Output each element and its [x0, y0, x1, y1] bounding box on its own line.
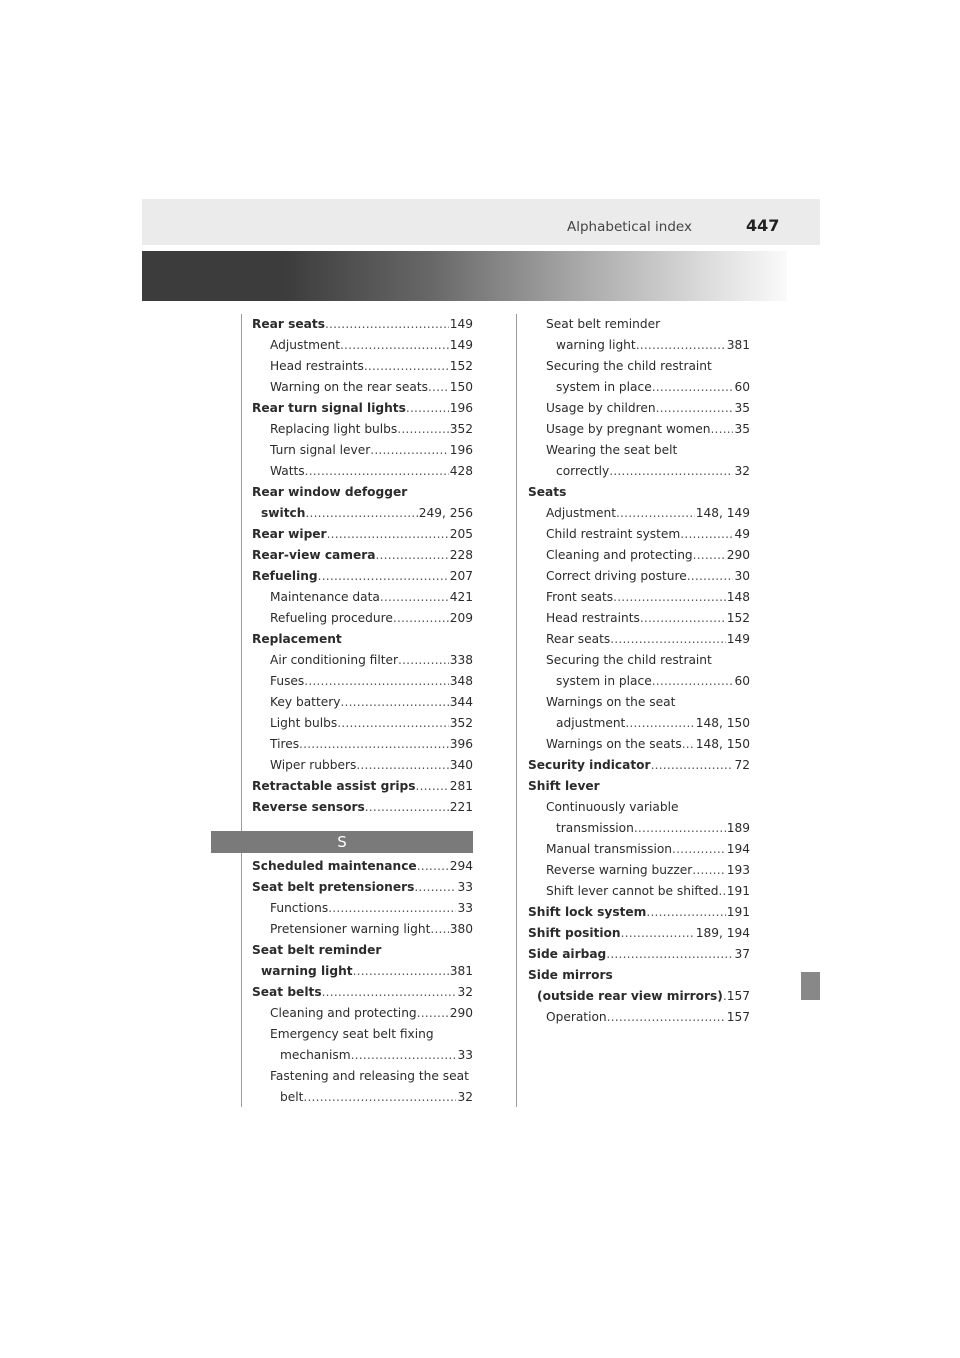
index-term: Maintenance data — [270, 590, 380, 604]
index-column-left-top — [252, 314, 473, 818]
index-term: correctly — [556, 464, 610, 478]
page-reference: 189 — [726, 821, 750, 835]
index-term: Scheduled maintenance — [252, 859, 417, 873]
page-reference: 33 — [457, 901, 473, 915]
page-reference: 149 — [449, 317, 473, 331]
index-term: Key battery — [270, 695, 341, 709]
index-term: Head restraints — [270, 359, 364, 373]
dot-leader — [406, 398, 449, 419]
index-term: Cleaning and protecting — [546, 548, 693, 562]
index-term: Shift lock system — [528, 905, 647, 919]
index-term: mechanism — [280, 1048, 351, 1062]
index-term: Adjustment — [270, 338, 340, 352]
index-entry — [252, 856, 473, 877]
index-entry — [252, 335, 473, 356]
index-term: Warnings on the seat — [546, 695, 676, 709]
index-entry — [252, 377, 473, 398]
dot-leader — [613, 587, 726, 608]
page-reference: 381 — [449, 964, 473, 978]
index-term: Side airbag — [528, 947, 607, 961]
section-letter-heading: S — [211, 831, 473, 853]
index-term: Seat belt reminder — [546, 317, 661, 331]
index-entry — [528, 860, 750, 881]
index-entry — [252, 919, 473, 940]
dot-leader — [609, 461, 733, 482]
dot-leader — [652, 377, 734, 398]
page-reference: 148, 149 — [695, 506, 750, 520]
index-column-left-bottom — [252, 856, 473, 1108]
index-entry — [252, 629, 473, 650]
index-term: Replacement — [252, 632, 342, 646]
index-term: Adjustment — [546, 506, 616, 520]
dot-leader — [393, 608, 449, 629]
page-reference: 428 — [449, 464, 473, 478]
dot-leader — [607, 1007, 726, 1028]
dot-leader — [340, 692, 448, 713]
dot-leader — [417, 1003, 449, 1024]
index-entry — [528, 818, 750, 839]
dot-leader — [610, 629, 726, 650]
page-reference: 249, 256 — [418, 506, 473, 520]
index-term: Rear-view camera — [252, 548, 376, 562]
index-entry — [528, 923, 750, 944]
index-entry — [252, 961, 473, 982]
index-entry — [528, 398, 750, 419]
page-reference: 148, 150 — [695, 716, 750, 730]
page-number: 447 — [746, 216, 780, 235]
index-term: Wiper rubbers — [270, 758, 357, 772]
dot-leader — [606, 944, 733, 965]
index-entry — [252, 608, 473, 629]
index-term: Pretensioner warning light — [270, 922, 431, 936]
index-term: Seat belt reminder — [252, 943, 382, 957]
left-column-rule-lower — [241, 853, 242, 1107]
page-reference: 32 — [457, 1090, 473, 1104]
page-reference: 152 — [449, 359, 473, 373]
index-entry — [252, 503, 473, 524]
page-reference: 290 — [726, 548, 750, 562]
page-header — [142, 199, 820, 245]
index-entry — [528, 440, 750, 461]
index-term: system in place — [556, 380, 652, 394]
index-entry — [528, 524, 750, 545]
index-entry — [528, 776, 750, 797]
dot-leader — [364, 356, 449, 377]
dot-leader — [327, 524, 449, 545]
index-entry — [528, 356, 750, 377]
index-entry — [252, 461, 473, 482]
index-term: Front seats — [546, 590, 614, 604]
index-entry — [252, 587, 473, 608]
dot-leader — [305, 503, 417, 524]
dot-leader — [634, 818, 726, 839]
index-entry — [252, 1066, 473, 1087]
index-entry — [252, 524, 473, 545]
dot-leader — [370, 440, 448, 461]
index-entry — [252, 545, 473, 566]
index-term: Refueling procedure — [270, 611, 393, 625]
page-reference: 148 — [726, 590, 750, 604]
dot-leader — [305, 461, 449, 482]
dot-leader — [380, 587, 449, 608]
dot-leader — [621, 923, 695, 944]
index-entry — [528, 566, 750, 587]
page-reference: 294 — [449, 859, 473, 873]
index-term: Retractable assist grips — [252, 779, 416, 793]
index-entry — [528, 944, 750, 965]
dot-leader — [710, 419, 733, 440]
index-term: Shift position — [528, 926, 621, 940]
dot-leader — [398, 650, 449, 671]
index-term: Shift lever — [528, 779, 600, 793]
page-reference: 381 — [726, 338, 750, 352]
index-entry — [252, 1024, 473, 1045]
dot-leader — [693, 545, 726, 566]
page-reference: 344 — [449, 695, 473, 709]
page-reference: 207 — [449, 569, 473, 583]
page-reference: 152 — [726, 611, 750, 625]
index-term: Securing the child restraint — [546, 653, 712, 667]
header-band — [142, 251, 787, 301]
index-entry — [252, 1045, 473, 1066]
index-entry — [252, 398, 473, 419]
dot-leader — [414, 877, 456, 898]
index-term: Seats — [528, 485, 567, 499]
index-entry — [252, 713, 473, 734]
index-term: Rear wiper — [252, 527, 327, 541]
page-reference: 196 — [449, 401, 473, 415]
page-reference: 348 — [449, 674, 473, 688]
dot-leader — [672, 839, 726, 860]
index-term: Usage by pregnant women — [546, 422, 711, 436]
index-term: Head restraints — [546, 611, 640, 625]
dot-leader — [616, 503, 695, 524]
index-entry — [252, 692, 473, 713]
dot-leader — [299, 734, 449, 755]
index-term: adjustment — [556, 716, 626, 730]
page-reference: 228 — [449, 548, 473, 562]
index-column-right — [528, 314, 750, 1028]
dot-leader — [651, 755, 734, 776]
index-entry — [252, 566, 473, 587]
index-term: Securing the child restraint — [546, 359, 712, 373]
page-reference: 60 — [734, 380, 750, 394]
index-term: belt — [280, 1090, 304, 1104]
index-entry — [528, 965, 750, 986]
page-reference: 352 — [449, 716, 473, 730]
header-title: Alphabetical index — [567, 219, 692, 235]
page-reference: 191 — [726, 884, 750, 898]
page-reference: 30 — [734, 569, 750, 583]
index-term: Seat belts — [252, 985, 322, 999]
index-term: switch — [261, 506, 306, 520]
dot-leader — [340, 335, 449, 356]
index-entry — [252, 877, 473, 898]
index-term: Rear window defogger — [252, 485, 408, 499]
page-reference: 35 — [734, 422, 750, 436]
index-term: Rear seats — [546, 632, 611, 646]
dot-leader — [652, 671, 734, 692]
dot-leader — [640, 608, 726, 629]
index-term: Reverse sensors — [252, 800, 365, 814]
dot-leader — [353, 961, 449, 982]
index-term: Correct driving posture — [546, 569, 687, 583]
index-entry — [528, 461, 750, 482]
index-term: Warnings on the seats — [546, 737, 682, 751]
index-term: Cleaning and protecting — [270, 1006, 417, 1020]
index-entry — [528, 1007, 750, 1028]
page-reference: 157 — [726, 1010, 750, 1024]
index-entry — [528, 587, 750, 608]
index-entry — [252, 419, 473, 440]
index-entry — [252, 776, 473, 797]
page-reference: 149 — [449, 338, 473, 352]
index-entry — [252, 356, 473, 377]
page-reference: 221 — [449, 800, 473, 814]
index-entry — [528, 734, 750, 755]
dot-leader — [428, 377, 449, 398]
index-term: Rear turn signal lights — [252, 401, 406, 415]
dot-leader — [625, 713, 694, 734]
index-entry — [528, 839, 750, 860]
index-entry — [252, 314, 473, 335]
index-entry — [252, 1087, 473, 1108]
dot-leader — [718, 881, 725, 902]
index-entry — [528, 629, 750, 650]
index-term: Light bulbs — [270, 716, 338, 730]
index-term: Warning on the rear seats — [270, 380, 428, 394]
dot-leader — [417, 856, 449, 877]
index-term: Manual transmission — [546, 842, 673, 856]
dot-leader — [375, 545, 448, 566]
index-entry — [252, 440, 473, 461]
page-reference: 33 — [457, 1048, 473, 1062]
page-reference: 380 — [449, 922, 473, 936]
dot-leader — [322, 982, 457, 1003]
index-term: Functions — [270, 901, 329, 915]
dot-leader — [328, 898, 456, 919]
page-reference: 205 — [449, 527, 473, 541]
index-term: Operation — [546, 1010, 607, 1024]
index-term: Side mirrors — [528, 968, 613, 982]
index-entry — [528, 986, 750, 1007]
page-reference: 37 — [734, 947, 750, 961]
index-term: Tires — [270, 737, 300, 751]
dot-leader — [656, 398, 734, 419]
index-entry — [252, 898, 473, 919]
index-term: (outside rear view mirrors) — [537, 989, 723, 1003]
page-reference: 191 — [726, 905, 750, 919]
index-entry — [252, 797, 473, 818]
page-reference: 150 — [449, 380, 473, 394]
index-term: Watts — [270, 464, 305, 478]
index-entry — [528, 902, 750, 923]
index-entry — [528, 713, 750, 734]
index-entry — [528, 608, 750, 629]
index-entry — [528, 797, 750, 818]
dot-leader — [397, 419, 448, 440]
index-entry — [528, 755, 750, 776]
page-reference: 148, 150 — [695, 737, 750, 751]
page-reference: 32 — [734, 464, 750, 478]
dot-leader — [356, 755, 448, 776]
index-entry — [528, 545, 750, 566]
dot-leader — [365, 797, 449, 818]
page-reference: 352 — [449, 422, 473, 436]
index-term: system in place — [556, 674, 652, 688]
dot-leader — [303, 1087, 456, 1108]
dot-leader — [351, 1045, 457, 1066]
dot-leader — [430, 919, 448, 940]
index-entry — [528, 482, 750, 503]
index-term: Continuously variable — [546, 800, 679, 814]
index-entry — [252, 1003, 473, 1024]
dot-leader — [687, 566, 734, 587]
index-entry — [528, 671, 750, 692]
dot-leader — [416, 776, 449, 797]
index-term: Reverse warning buzzer — [546, 863, 693, 877]
index-entry — [252, 650, 473, 671]
index-term: Fuses — [270, 674, 305, 688]
index-entry — [252, 671, 473, 692]
dot-leader — [692, 860, 725, 881]
index-term: Emergency seat belt fixing — [270, 1027, 434, 1041]
page-reference: 281 — [449, 779, 473, 793]
index-term: Rear seats — [252, 317, 325, 331]
index-entry — [528, 881, 750, 902]
index-entry — [528, 692, 750, 713]
index-term: transmission — [556, 821, 634, 835]
page-reference: 33 — [457, 880, 473, 894]
center-rule — [516, 314, 517, 1107]
index-entry — [528, 503, 750, 524]
thumb-tab — [801, 972, 820, 1000]
index-entry — [528, 650, 750, 671]
index-term: Seat belt pretensioners — [252, 880, 415, 894]
page-reference: 421 — [449, 590, 473, 604]
page-reference: 32 — [457, 985, 473, 999]
page-reference: 157 — [726, 989, 750, 1003]
dot-leader — [636, 335, 726, 356]
dot-leader — [325, 314, 449, 335]
index-entry — [528, 377, 750, 398]
index-term: warning light — [261, 964, 353, 978]
index-entry — [528, 335, 750, 356]
index-term: Air conditioning filter — [270, 653, 399, 667]
page-reference: 209 — [449, 611, 473, 625]
index-term: Wearing the seat belt — [546, 443, 678, 457]
index-entry — [252, 482, 473, 503]
index-entry — [528, 419, 750, 440]
index-term: Turn signal lever — [270, 443, 371, 457]
dot-leader — [646, 902, 725, 923]
page-reference: 193 — [726, 863, 750, 877]
index-entry — [252, 940, 473, 961]
index-entry — [252, 755, 473, 776]
page-reference: 338 — [449, 653, 473, 667]
page-reference: 290 — [449, 1006, 473, 1020]
left-column-rule — [241, 314, 242, 831]
page-reference: 196 — [449, 443, 473, 457]
index-term: Security indicator — [528, 758, 651, 772]
index-term: Usage by children — [546, 401, 656, 415]
page-reference: 340 — [449, 758, 473, 772]
page-reference: 60 — [734, 674, 750, 688]
page-reference: 35 — [734, 401, 750, 415]
dot-leader — [304, 671, 448, 692]
page-reference: 189, 194 — [695, 926, 750, 940]
page-reference: 194 — [726, 842, 750, 856]
page-reference: 149 — [726, 632, 750, 646]
dot-leader — [318, 566, 449, 587]
index-term: Shift lever cannot be shifted — [546, 884, 719, 898]
index-entry — [252, 982, 473, 1003]
dot-leader — [680, 524, 733, 545]
page-reference: 396 — [449, 737, 473, 751]
index-term: Replacing light bulbs — [270, 422, 398, 436]
index-term: Fastening and releasing the seat — [270, 1069, 469, 1083]
page-reference: 72 — [734, 758, 750, 772]
page-reference: 49 — [734, 527, 750, 541]
dot-leader — [337, 713, 449, 734]
index-term: Refueling — [252, 569, 318, 583]
index-term: warning light — [556, 338, 636, 352]
index-term: Child restraint system — [546, 527, 681, 541]
index-entry — [528, 314, 750, 335]
index-entry — [252, 734, 473, 755]
dot-leader — [682, 734, 695, 755]
